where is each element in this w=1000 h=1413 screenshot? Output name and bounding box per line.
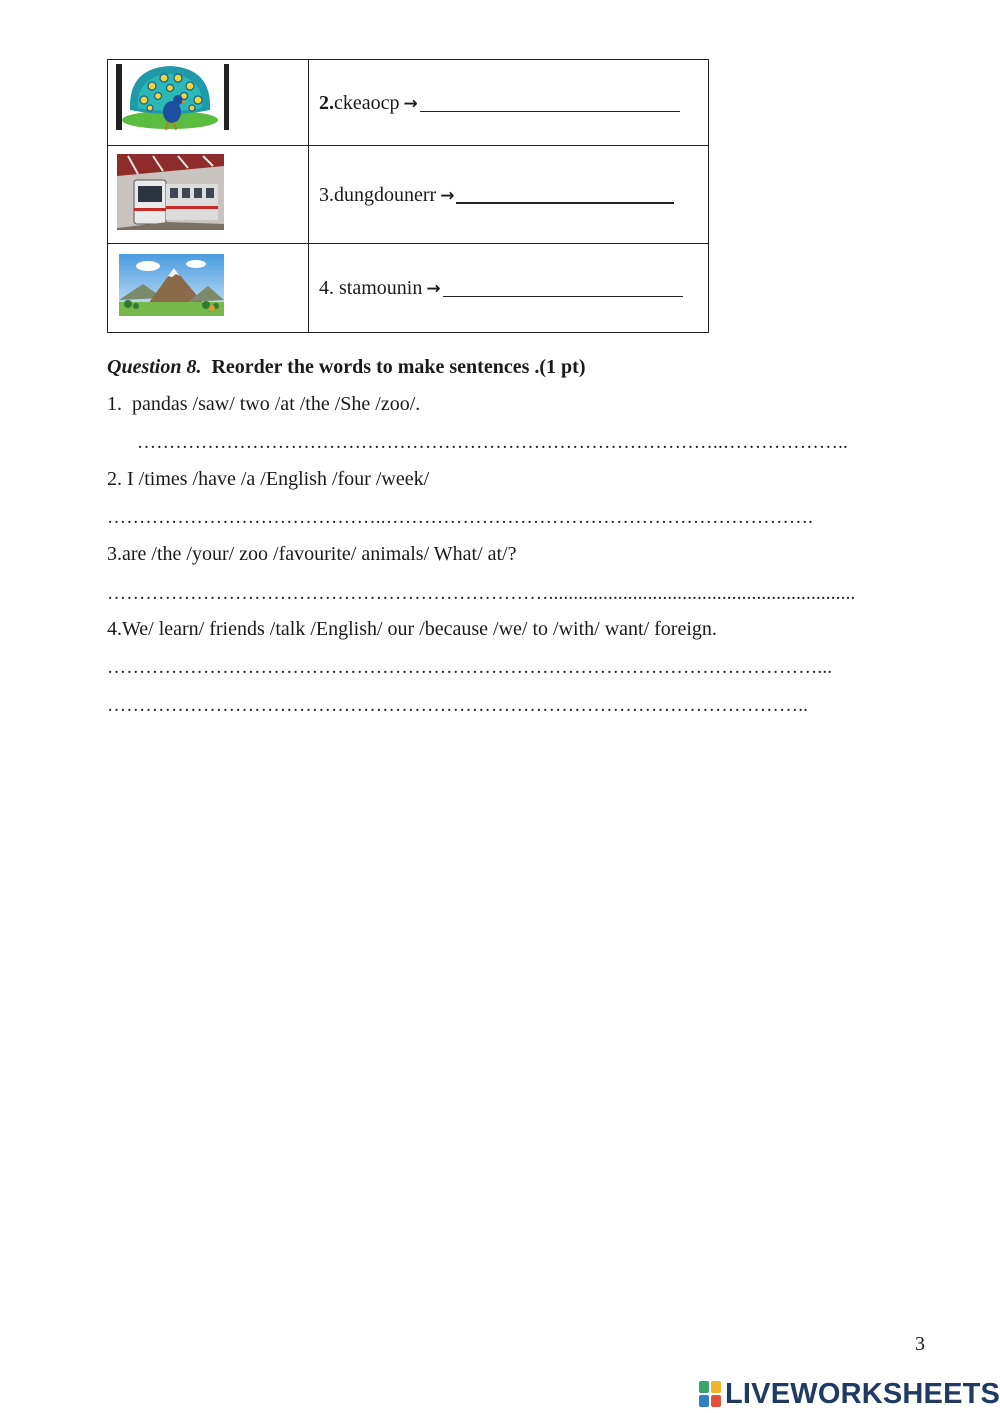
sentence-item: 2. I /times /have /a /English /four /week/ xyxy=(107,468,430,490)
task-cell xyxy=(309,60,709,146)
scrambled-sentence: pandas /saw/ two /at /the /She /zoo/. xyxy=(132,393,421,415)
answer-line[interactable]: …………………………………………………………………………………………………... xyxy=(107,657,833,678)
task-number: 2. xyxy=(319,91,334,114)
page-number: 3 xyxy=(915,1333,925,1355)
task-cell xyxy=(309,244,709,333)
question-heading xyxy=(107,356,585,379)
answer-line[interactable]: …………………………………………………………….............................................................. xyxy=(107,583,856,604)
image-cell xyxy=(108,60,309,146)
arrow-right-icon: → xyxy=(440,186,455,206)
answer-line[interactable]: ……………………………………………………………………………………………….. xyxy=(107,695,809,716)
sentence-item xyxy=(107,393,420,416)
table-row xyxy=(108,146,709,244)
logo-text: LIVEWORKSHEETS xyxy=(725,1377,1000,1410)
question-instruction: Reorder the words to make sentences .(1 pt) xyxy=(211,356,586,378)
sentence-item: 4.We/ learn/ friends /talk /English/ our /because /we/ to /with/ want/ foreign. xyxy=(107,618,717,640)
word-scramble-table xyxy=(107,59,709,333)
scrambled-word: 3.dungdounerr xyxy=(319,184,437,206)
task-cell xyxy=(309,146,709,244)
logo-icon xyxy=(699,1381,721,1407)
peacock-image xyxy=(108,60,308,140)
liveworksheets-logo xyxy=(699,1378,1000,1410)
scrambled-word: 4. stamounin xyxy=(319,277,423,299)
answer-blank[interactable] xyxy=(420,91,680,112)
table-row xyxy=(108,244,709,333)
image-cell xyxy=(108,146,309,244)
item-number: 1. xyxy=(107,393,122,415)
table-row xyxy=(108,60,709,146)
scrambled-word: ckeaocp xyxy=(334,91,400,114)
mountain-landscape-image xyxy=(108,244,308,327)
answer-blank[interactable] xyxy=(443,276,683,297)
subway-train-image xyxy=(108,146,308,238)
arrow-right-icon: → xyxy=(403,93,418,114)
arrow-right-icon: → xyxy=(426,279,441,299)
answer-line[interactable]: ………………………………………………………………………………..……………….. xyxy=(137,432,848,453)
question-label: Question 8. xyxy=(107,356,202,378)
answer-line[interactable]: ……………………………………..…………………………………………………………. xyxy=(107,507,814,528)
answer-blank[interactable] xyxy=(456,182,674,204)
image-cell xyxy=(108,244,309,333)
sentence-item: 3.are /the /your/ zoo /favourite/ animals/ What/ at/? xyxy=(107,543,517,565)
